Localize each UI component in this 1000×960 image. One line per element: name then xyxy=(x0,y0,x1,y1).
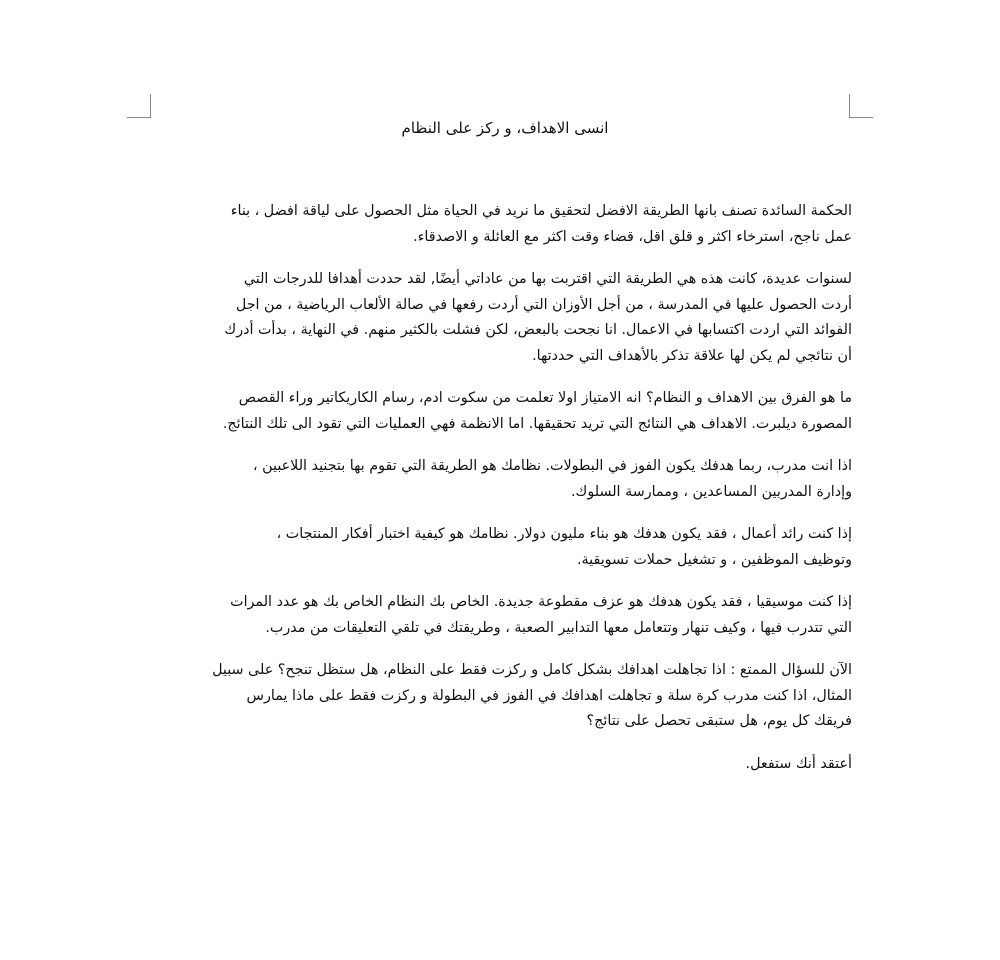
paragraph-3 xyxy=(158,386,852,437)
paragraph-8 xyxy=(158,752,852,778)
document-body xyxy=(158,199,852,794)
paragraph-6 xyxy=(158,590,852,641)
text-line: أن نتائجي لم يكن لها علاقة تذكر بالأهداف التي حددتها. xyxy=(532,347,852,364)
document-title: انسى الاهداف، و ركز على النظام xyxy=(401,119,609,137)
top-right-margin-mark xyxy=(849,94,873,118)
text-line: أعتقد أنك ستفعل. xyxy=(745,755,852,772)
text-line: إذا كنت رائد أعمال ، فقد يكون هدفك هو بناء مليون دولار. نظامك هو كيفية اختبار أفكار المنتجات ، xyxy=(276,526,852,542)
text-line: عمل ناجح، استرخاء اكثر و قلق اقل، قضاء وقت اكثر مع العائلة و الاصدقاء. xyxy=(413,228,852,245)
paragraph-4 xyxy=(158,454,852,505)
text-line: لسنوات عديدة، كانت هذه هي الطريقة التي اقتربت بها من عاداتي أيضًا, لقد حددت أهدافا للدرجات التي xyxy=(243,271,852,287)
paragraph-1 xyxy=(158,199,852,250)
text-line: وتوظيف الموظفين ، و تشغيل حملات تسويقية. xyxy=(576,551,852,568)
text-line: الفوائد التي اردت اكتسابها في الاعمال. انا نجحت بالبعض، لكن فشلت بالكثير منهم. في النهاية ، بدأت أدرك xyxy=(224,322,852,338)
paragraph-7 xyxy=(158,658,852,735)
paragraph-2 xyxy=(158,267,852,369)
text-line: التي تتدرب فيها ، وكيف تنهار وتتعامل معها التدابير الصعبة ، وطريقتك في تلقي التعليقات من مدرب. xyxy=(265,619,852,636)
text-line: الآن للسؤال الممتع : اذا تجاهلت اهدافك بشكل كامل و ركزت فقط على النظام، هل ستظل تنجح؟ على سبيل xyxy=(212,662,852,678)
text-line: ما هو الفرق بين الاهداف و النظام؟ انه الامتياز اولا تعلمت من سكوت ادم، رسام الكاريكاتير وراء القصص xyxy=(238,390,852,406)
text-line: إذا كنت موسيقيا ، فقد يكون هدفك هو عزف مقطوعة جديدة. الخاص بك النظام الخاص بك هو عدد المرات xyxy=(230,594,852,610)
text-line: فريقك كل يوم، هل ستبقى تحصل على نتائج؟ xyxy=(586,713,852,729)
top-left-margin-mark xyxy=(127,94,151,118)
text-line: وإدارة المدربين المساعدين ، وممارسة السلوك. xyxy=(571,483,852,500)
text-line: أردت الحصول عليها في المدرسة ، من أجل الأوزان التي أردت رفعها في صالة الألعاب الرياضية ، من اجل xyxy=(235,296,852,313)
paragraph-5 xyxy=(158,522,852,573)
text-line: اذا انت مدرب، ربما هدفك يكون الفوز في البطولات. نظامك هو الطريقة التي تقوم بها بتجنيد اللاعبين ، xyxy=(252,458,852,474)
text-line: المثال، اذا كنت مدرب كرة سلة و تجاهلت اهدافك في الفوز في البطولة و ركزت فقط على ماذا يمارس xyxy=(246,687,852,704)
text-line: المصورة ديلبرت. الاهداف هي النتائج التي تريد تحقيقها. اما الانظمة فهي العمليات التي تقود الى تلك النتائج. xyxy=(222,415,852,432)
text-line: الحكمة السائدة تصنف بانها الطريقة الافضل لتحقيق ما نريد في الحياة مثل الحصول على لياقة افضل ، بناء xyxy=(230,203,852,219)
